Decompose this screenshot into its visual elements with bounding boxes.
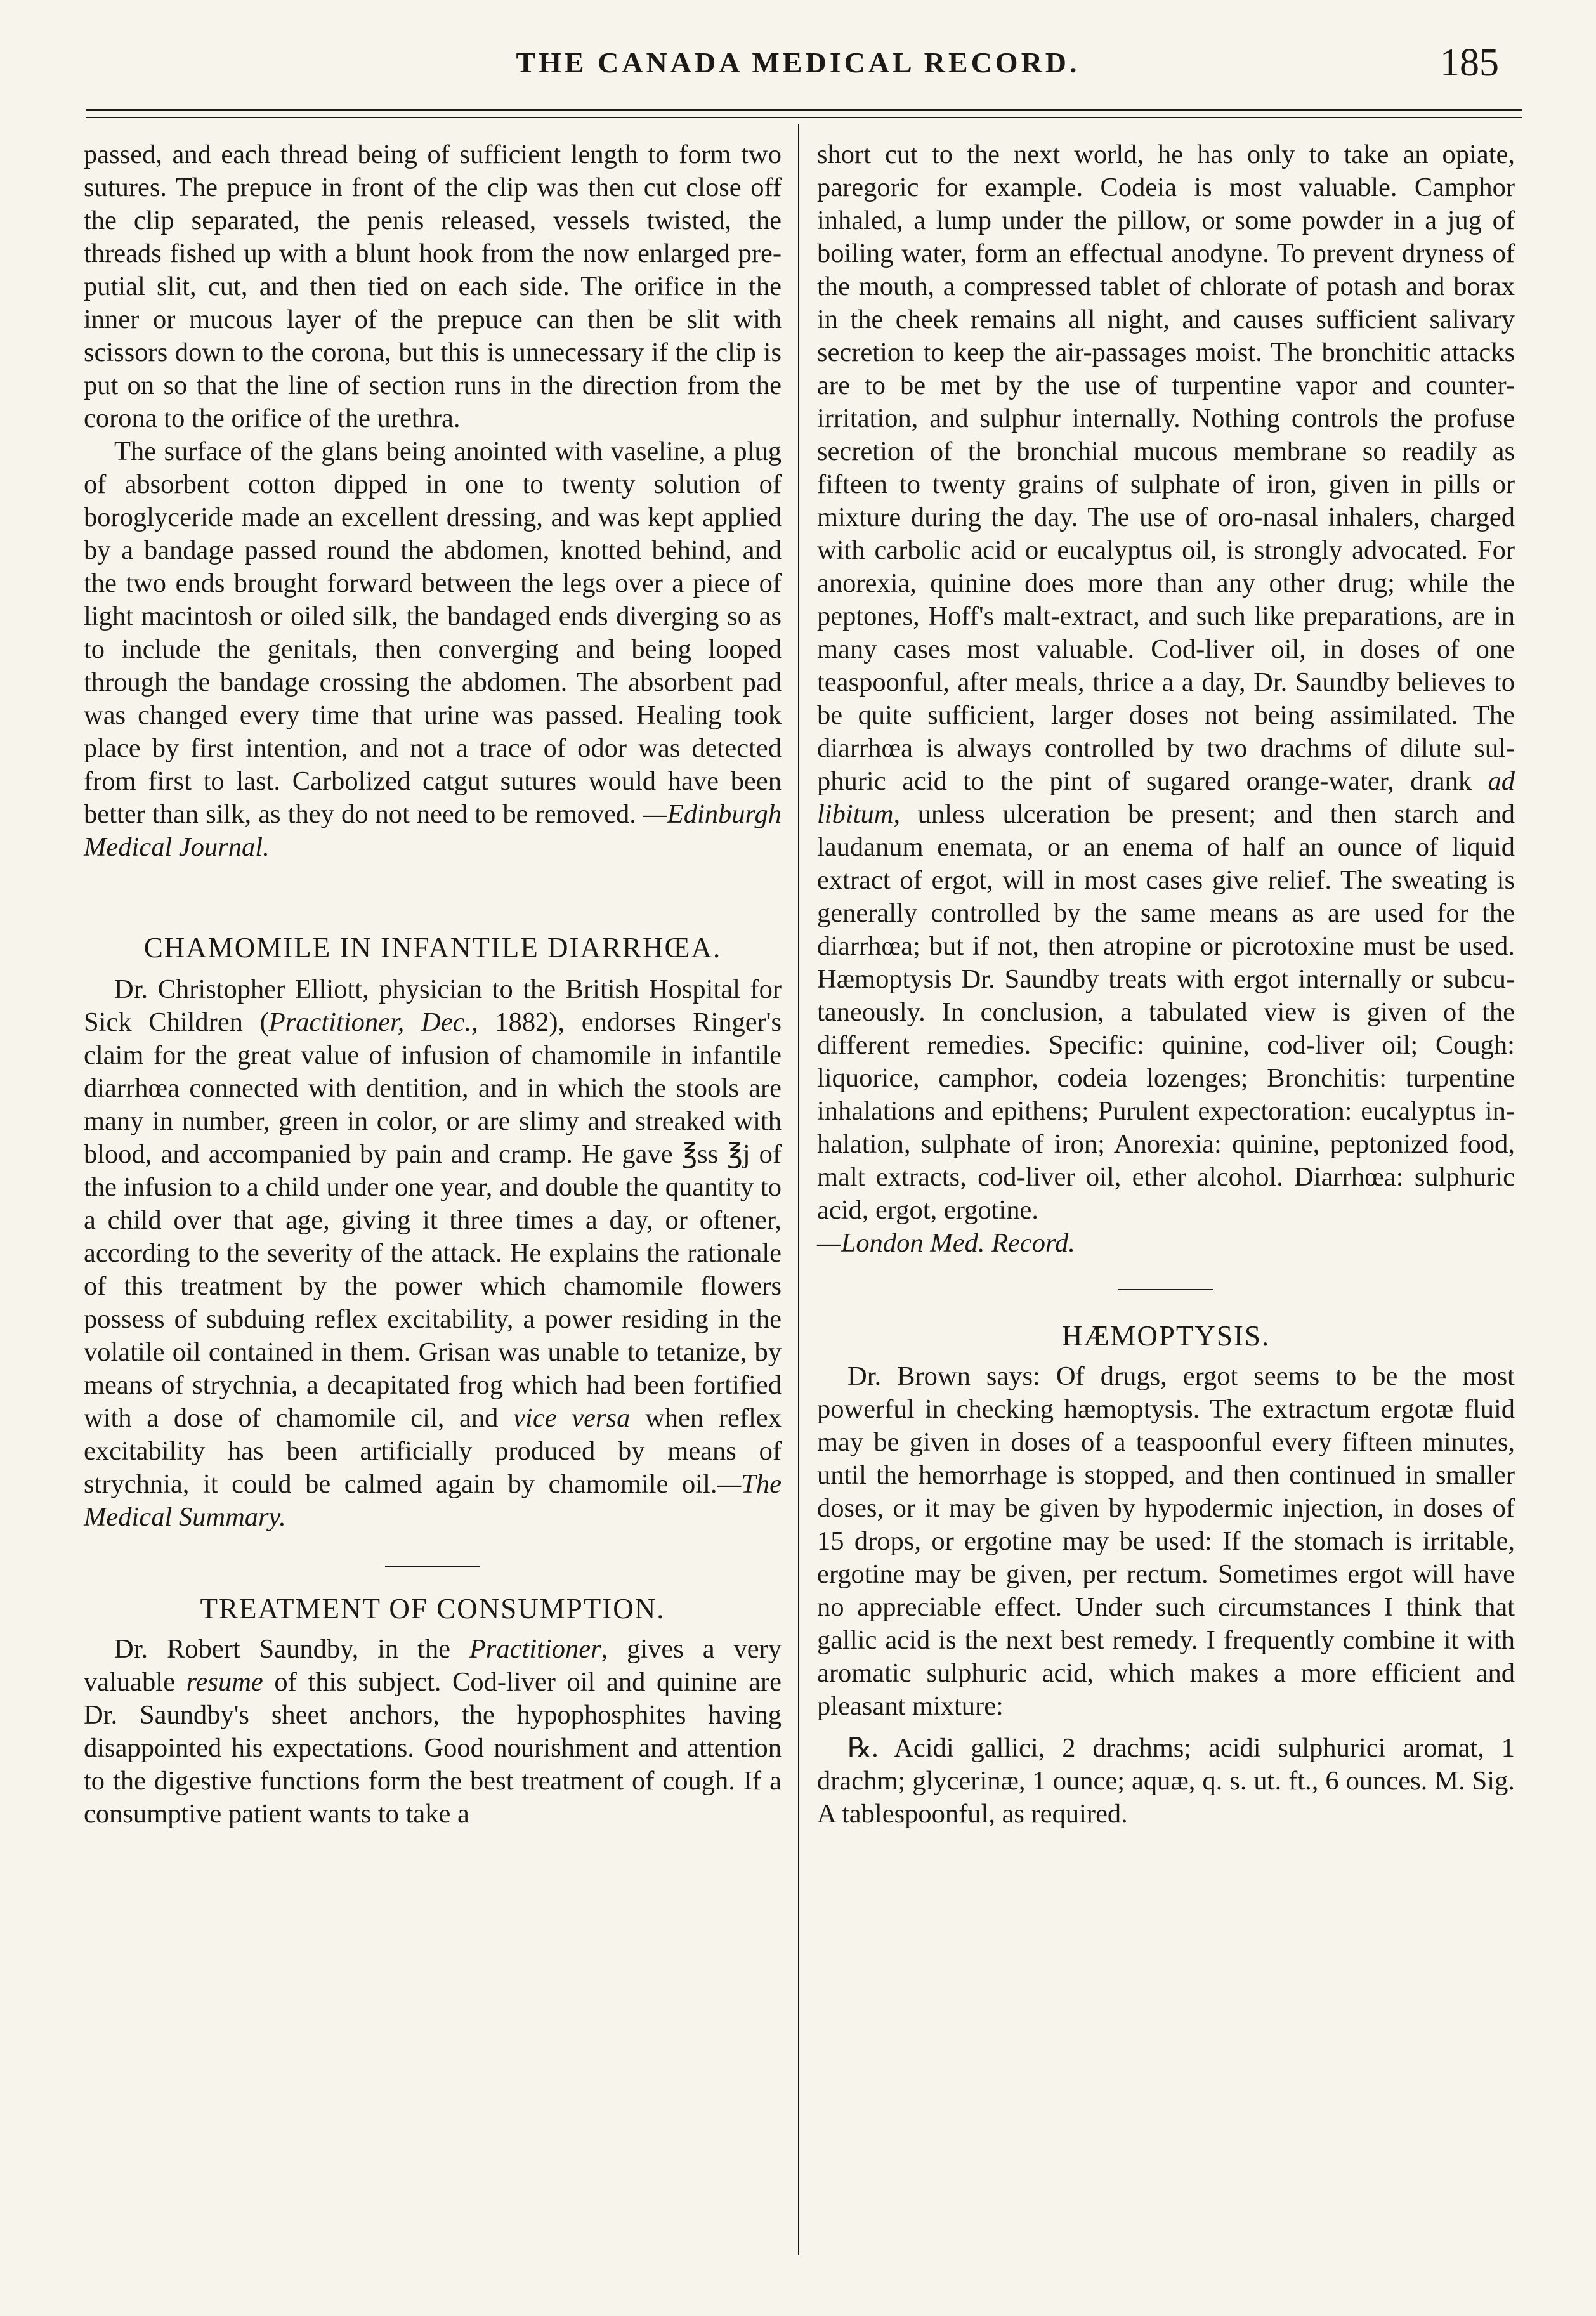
paragraph-consumption-continued: short cut to the next world, he has only to take an opiate, paregoric for example. Codeia is most valuable. Camphor inhaled, a lump under the pillow, or some powder in a jug of boiling water, form an effectual anodyne. To prevent dryness of the mouth, a compressed tablet of chlorate of potash and borax in the cheek remains all night, and causes sufficient salivary secretion to keep the air-passages moist. The bronchitic attacks are to be met by the use of turpentine vapor and counter-irritation, and sulphur internally. Nothing controls the profuse secretion of the bronchial mucous membrane so readily as fifteen to twenty grains of sulphate of iron, given in pills or mixture during the day. The use of oro-nasal inhalers, charged with carbolic acid or eucalyptus oil, is strongly advocated. For anorexia, quinine does more than any other drug; while the peptones, Hoff's malt-extract, and such like preparations, are in many cases most valuable. Cod-liver oil, in doses of one teaspoonful, after meals, thrice a a day, Dr. Saundby believes to be quite sufficient, larger doses not being assimilated. The diarrhœa is always controlled by two drachms of dilute sulphuric acid to the pint of sugared orange-water, drank ad libitum, unless ulceration be present; and then starch and laudanum enemata, or an enema of half an ounce of liquid extract of ergot, will in most cases give relief. The sweating is generally controlled by the same means as are used for the diarrhœa; but if not, then atropine or picrotoxine must be used. Hæmoptysis Dr. Saundby treats with ergot internally or subcutaneously. In conclusion, a tabulated view is given of the different remedies. Specific: quinine, cod-liver oil; Cough: liquorice, camphor, codeia lozenges; Bronchitis: turpentine inhalations and epithens; Purulent expectoration: eucalyptus inhalation, sulphate of iron; Anorexia: quinine, peptonized food, malt extracts, cod-liver oil, ether alcohol. Diarrhœa: sulphuric acid, ergot, ergotine. —London Med. Record. [817,140,1515,1258]
heading-haemoptysis: HÆMOPTYSIS. [1061,1320,1271,1352]
right-column [817,138,1515,1831]
paragraph-haemoptysis: Dr. Brown says: Of drugs, ergot seems to be the most powerful in checking hæmoptysis. The extractum ergotæ fluid may be given in doses of a teaspoonful every fifteen minutes, until the hemorrhage is stopped, and then continued in smaller doses, or it may be given by hypodermic injection, in doses of 15 drops, or ergotine may be used: If the stomach is irritable, ergotine may be given, per rectum. Sometimes ergot will have no appreciable effect. Under such circumstances I think that gallic acid is the next best remedy. I frequently combine it with aromatic sulphuric acid, which makes a more efficient and pleasant mixture: [817,1361,1515,1721]
paragraph-chamomile: Dr. Christopher Elliott, physician to the British Hospital for Sick Children (Practitioner, Dec., 1882), endorses Ringer's claim for the great value of infusion of chamomile in infantile diarrhœa connected with dentition, and in which the stools are many in number, green in color, or are slimy and streaked with blood, and accompanied by pain and cramp. He gave ℥ss ℥j of the infusion to a child under one year, and double the quantity to a child over that age, giving it three times a day, or oftener, according to the severity of the attack. He explains the rationale of this treatment by the power which chamomile flowers possess of subduing reflex excitability, a power residing in the volatile oil contained in them. Grisan was unable to tetanize, by means of strychnia, a decapitated frog which had been fortified with a dose of chamomile cil, and vice versa when reflex excitability has been artificially produced by means of strychnia, it could be calmed again by chamomile oil.—The Medical Summary. [84,974,782,1532]
section-separator [1118,1289,1213,1290]
heading-consumption: TREATMENT OF CONSUMPTION. [200,1593,665,1625]
heading-chamomile: CHAMOMILE IN INFANTILE DIARRHŒA. [143,932,722,964]
column-divider [798,124,799,2255]
running-head: THE CANADA MEDICAL RECORD. [516,46,1080,79]
section-separator [385,1566,480,1567]
paragraph-dressing: The surface of the glans being anointed with vaseline, a plug of absorbent cotton dipped in one to twenty solution of boroglyceride made an excellent dressing, and was kept applied by a bandage passed round the abdomen, knotted behind, and the two ends brought forward between the legs over a piece of light macintosh or oiled silk, the bandaged ends diverging so as to include the genitals, then converging and being looped through the bandage crossing the abdomen. The absorbent pad was changed every time that urine was passed. Healing took place by first intention, and not a trace of odor was detected from first to last. Carbolized catgut sutures would have been better than silk, as they do not need to be removed. —Edinburgh Medical Journal. [84,436,782,862]
header-rule-thick [86,109,1522,111]
left-column [84,138,782,1831]
prescription: ℞. Acidi gallici, 2 drachms; acidi sulphurici aromat, 1 drachm; glycerinæ, 1 ounce; aquæ, q. s. ut. ft., 6 ounces. M. Sig. A tablespoonful, as required. [817,1733,1515,1829]
header-rule-thin [86,117,1522,118]
source-citation: —London Med. Record. [817,1228,1075,1258]
paragraph-consumption: Dr. Robert Saundby, in the Practitioner, gives a very valuable resume of this subject. Cod-liver oil and quinine are Dr. Saundby's sheet anchors, the hypophosphites having disappointed his expectations. Good nourishment and attention to the digestive functions form the best treatment of cough. If a consumptive patient wants to take a [84,1634,782,1829]
source-citation: —The Medical Summary. [84,1469,782,1532]
source-citation: —Edinburgh Medical Journal. [84,799,782,862]
paragraph-circumcision-continued: passed, and each thread being of sufficient length to form two sutures. The prepuce in front of the clip was then cut close off the clip separated, the penis released, vessels twisted, the threads fished up with a blunt hook from the now enlarged preputial slit, cut, and then tied on each side. The orifice in the inner or mucous layer of the prepuce can then be slit with scissors down to the corona, but this is unnecessary if the clip is put on so that the line of section runs in the direction from the corona to the orifice of the urethra. [84,140,782,433]
page-number: 185 [1440,41,1499,84]
